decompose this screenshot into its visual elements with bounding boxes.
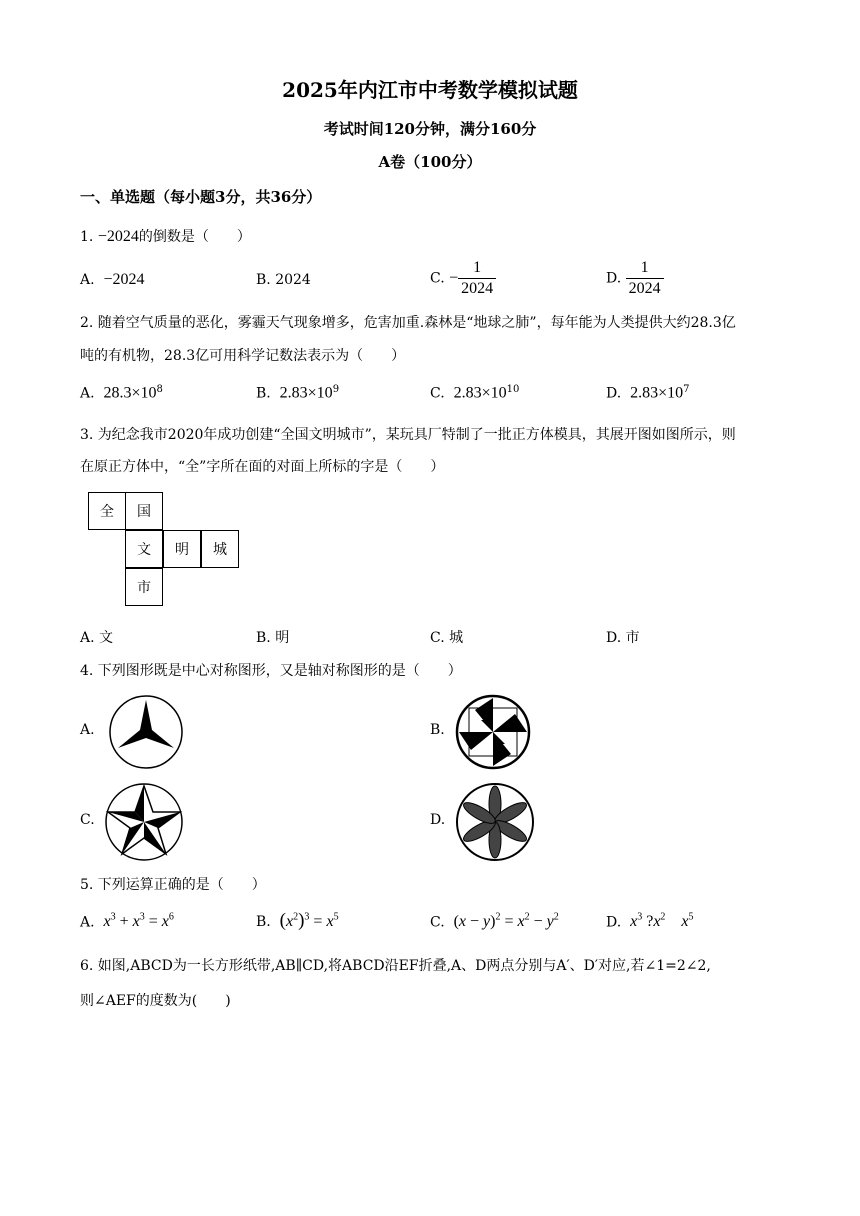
cube-net-figure <box>88 492 244 610</box>
net-cell-quan: 全 <box>88 492 126 530</box>
q1-c-fraction: $\frac{1}{2024}$ <box>458 258 496 299</box>
q3-option-d: D. 市 <box>606 630 640 646</box>
q2-option-b: B. $2.83\times 10^9$ <box>256 384 340 402</box>
q1-option-a: A. −2024 <box>80 271 145 288</box>
flower-icon <box>455 782 535 862</box>
three-blade-icon <box>108 694 184 770</box>
net-cell-shi: 市 <box>125 568 163 606</box>
q1-expr: −2024 <box>97 228 139 245</box>
q2-option-a: A. $28.3\times 10^8$ <box>80 384 163 402</box>
question-2-line-1: 2. 随着空气质量的恶化，雾霾天气现象增多，危害加重.森林是“地球之肺”，每年能为人类提供大约28.3亿 <box>80 315 736 331</box>
pinwheel-icon <box>455 694 531 770</box>
q5-option-d: D. $x^3$ $?x^2$ $x^5$ <box>606 912 694 931</box>
question-4: 4. 下列图形既是中心对称图形，又是轴对称图形的是（ ） <box>80 663 462 679</box>
page-title: 2025年内江市中考数学模拟试题 <box>282 78 578 102</box>
q5-option-c: C. $(x - y)^2 = x^2 - y^2$ <box>430 912 559 931</box>
q3-option-a: A. 文 <box>80 630 114 646</box>
q4-option-c-label: C. <box>80 812 95 828</box>
question-1: 1. −2024的倒数是（ ） <box>80 228 251 245</box>
exam-info: 考试时间120分钟，满分160分 <box>323 120 537 138</box>
q1-option-c: C. − $\frac{1}{2024}$ <box>430 258 496 299</box>
q1-option-b: B. 2024 <box>256 272 311 288</box>
volume-label: A卷（100分） <box>378 153 482 171</box>
star-icon <box>104 782 184 862</box>
question-3-line-1: 3. 为纪念我市2020年成功创建“全国文明城市”，某玩具厂特制了一批正方体模具，其展开图如图所示，则 <box>80 427 736 443</box>
question-6-line-1: 6. 如图,ABCD为一长方形纸带,AB∥CD,将ABCD沿EF折叠,A、D两点分别与A′、D′对应,若∠1=2∠2, <box>80 958 711 974</box>
q2-option-d: D. $2.83\times 10^7$ <box>606 384 690 402</box>
question-2-line-2: 吨的有机物，28.3亿可用科学记数法表示为（ ） <box>80 348 406 364</box>
q5-option-a: A. $x^3 + x^3 = x^6$ <box>80 912 174 931</box>
net-cell-ming: 明 <box>163 530 201 568</box>
question-3-line-2: 在原正方体中，“全”字所在面的对面上所标的字是（ ） <box>80 459 445 475</box>
q2-option-c: C. $2.83\times 10^{10}$ <box>430 384 520 402</box>
q4-option-b-label: B. <box>430 722 445 738</box>
q3-option-b: B. 明 <box>256 630 290 646</box>
q4-option-a-label: A. <box>80 722 95 738</box>
q5-option-b: B. $(x^2)^3 = x^5$ <box>256 910 339 931</box>
q1-option-d: D. $\frac{1}{2024}$ <box>606 258 664 299</box>
net-cell-cheng: 城 <box>201 530 239 568</box>
net-cell-guo: 国 <box>125 492 163 530</box>
net-cell-wen: 文 <box>125 530 163 568</box>
question-6-line-2: 则∠AEF的度数为( ) <box>80 993 231 1009</box>
question-5: 5. 下列运算正确的是（ ） <box>80 877 266 893</box>
q4-option-d-label: D. <box>430 812 446 828</box>
q1-d-fraction: $\frac{1}{2024}$ <box>626 258 664 299</box>
q3-option-c: C. 城 <box>430 630 464 646</box>
section-title: 一、单选题（每小题3分，共36分） <box>80 188 322 206</box>
